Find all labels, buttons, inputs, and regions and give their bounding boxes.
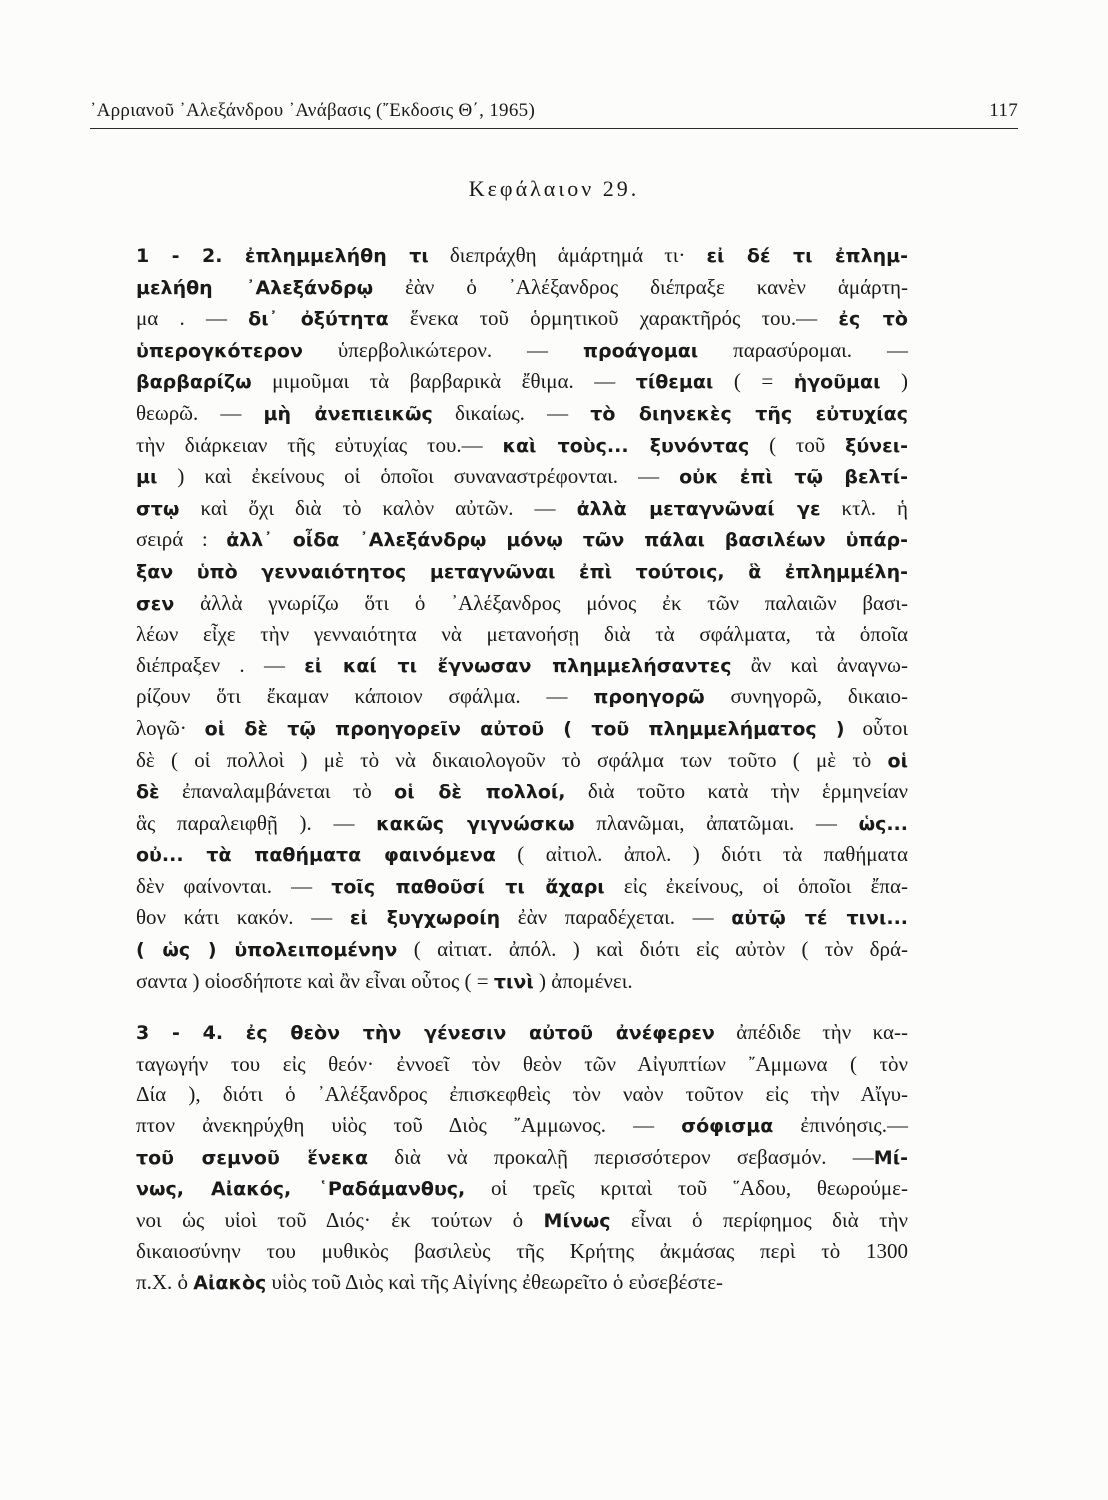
lemma-term: μὴ ἀνεπιεικῶς (263, 402, 433, 425)
gloss-text: διέπραξεν . — (136, 652, 305, 677)
text-line (136, 966, 908, 998)
gloss-text: σαντα ) οἱοσδήποτε καὶ ἂν εἶναι οὗτος ( = (136, 968, 494, 993)
lemma-term: τὸ διηνεκὲς τῆς εὐτυχίας (590, 402, 908, 425)
gloss-text: δικαιοσύνην του μυθικὸς βασιλεὺς τῆς Κρήτης ἀκμάσας περὶ τὸ 1300 (136, 1239, 908, 1264)
text-line (136, 1205, 908, 1237)
gloss-text: καὶ ὄχι διὰ τὸ καλὸν αὐτῶν. — (179, 495, 577, 520)
lemma-term: οἱ (887, 749, 908, 772)
text-line (136, 1142, 908, 1174)
text-line (136, 871, 908, 903)
lemma-term: βαρβαρίζω (136, 371, 252, 394)
gloss-text: συνηγορῶ, δικαιο- (704, 684, 908, 709)
gloss-text: ταγωγήν του εἰς θεόν· ἐννοεῖ τὸν θεὸν τῶν Αἰγυπτίων ῎Αμμωνα ( τὸν (136, 1051, 908, 1076)
lemma-term: μελήθη ᾽Αλεξάνδρῳ (136, 276, 374, 299)
text-line (136, 493, 908, 525)
lemma-term: ξαν ὑπὸ γενναιότητος μεταγνῶναι ἐπὶ τούτοις, ἃ ἐπλημμέλη- (136, 560, 908, 583)
lemma-term: 1 - 2. ἐπλημμελήθη τι (136, 245, 429, 267)
gloss-text: π.Χ. ὁ (136, 1270, 194, 1294)
lemma-term: δι᾽ ὀξύτητα (248, 308, 389, 331)
gloss-text: ὑπερβολικώτερον. — (302, 337, 583, 362)
gloss-text: σειρά : (136, 527, 227, 552)
text-line (136, 398, 908, 430)
gloss-text: πλανῶμαι, ἀπατῶμαι. — (574, 810, 859, 835)
gloss-text: ) καὶ ἐκείνους οἱ ὁποῖοι συναναστρέφονται. — (157, 464, 680, 489)
gloss-text: εἰς ἐκείνους, οἱ ὁποῖοι ἔπα- (604, 873, 908, 898)
lemma-term: σόφισμα (681, 1115, 774, 1138)
gloss-text: Δία ), διότι ὁ ᾽Αλέξανδρος ἐπισκεφθεὶς τὸν ναὸν τοῦτον εἰς τὴν Αἴγυ- (136, 1082, 908, 1107)
gloss-text: ρίζουν ὅτι ἔκαμαν κάποιον σφάλμα. — (136, 684, 594, 709)
chapter-title: Κεφάλαιον 29. (468, 176, 640, 201)
gloss-text: λογῶ· (136, 715, 205, 740)
gloss-text: ἂν καὶ ἀναγνω- (731, 652, 908, 677)
gloss-text: ἀλλὰ γνωρίζω ὅτι ὁ ᾽Αλέξανδρος μόνος ἐκ τῶν παλαιῶν βασι- (174, 590, 908, 615)
running-head (90, 98, 1018, 129)
gloss-text: θον κάτι κακόν. — (136, 905, 350, 930)
gloss-text: εἶναι ὁ περίφημος διὰ τὴν (610, 1207, 908, 1232)
text-line (136, 681, 908, 713)
text-line (136, 366, 908, 398)
lemma-term: ἀλλ᾽ οἶδα ᾽Αλεξάνδρῳ μόνῳ τῶν πάλαι βασιλέων ὑπάρ- (226, 529, 908, 552)
lemma-term: σεν (136, 592, 175, 615)
gloss-text: ἐὰν ὁ ᾽Αλέξανδρος διέπραξε κανὲν ἁμάρτη- (373, 274, 908, 299)
gloss-text: τὴν διάρκειαν τῆς εὐτυχίας του.— (136, 432, 503, 457)
lemma-term: μι (136, 466, 158, 489)
gloss-text: νοι ὡς υἱοὶ τοῦ Διός· ἐκ τούτων ὁ (136, 1207, 544, 1232)
text-line (136, 556, 908, 588)
lemma-term: οὐ... τὰ παθήματα φαινόμενα (136, 844, 496, 867)
gloss-text: ( = (713, 369, 794, 394)
gloss-text: ἐπαναλαμβάνεται τὸ (159, 779, 395, 804)
lemma-term: ἡγοῦμαι (793, 371, 881, 394)
lemma-term: στῳ (136, 497, 180, 520)
commentary-body (136, 240, 908, 1299)
text-line (136, 934, 908, 966)
text-line (136, 1110, 908, 1142)
text-line (136, 1017, 908, 1049)
gloss-text: μιμοῦμαι τὰ βαρβαρικὰ ἔθιμα. — (251, 369, 636, 394)
text-line (136, 272, 908, 304)
lemma-term: εἰ καί τι ἔγνωσαν πλημμελήσαντες (304, 654, 732, 677)
text-line (136, 1267, 908, 1299)
gloss-text: ( αἰτιολ. ἀπολ. ) διότι τὰ παθήματα (495, 842, 908, 867)
gloss-text: ( τοῦ (749, 432, 846, 457)
lemma-term: 3 - 4. ἐς θεὸν τὴν γένεσιν αὐτοῦ ἀνέφερεν (136, 1022, 715, 1045)
commentary-section-1-2 (136, 240, 908, 997)
text-line (136, 745, 908, 777)
lemma-term: ὑπερογκότερον (136, 339, 303, 362)
lemma-term: εἰ ξυγχωροίη (349, 907, 501, 930)
text-line (136, 808, 908, 840)
running-title: ᾽Αρριανοῦ ᾽Αλεξάνδρου ᾽Ανάβασις (῎Εκδοσις Θ΄, 1965) (90, 100, 536, 121)
gloss-text: μα . — (136, 306, 249, 331)
gloss-text: ( αἰτιατ. ἀπόλ. ) καὶ διότι εἰς αὐτὸν ( τὸν δρά- (397, 937, 908, 962)
lemma-term: ξύνει- (845, 434, 908, 457)
text-line (136, 650, 908, 682)
lemma-term: προάγομαι (582, 339, 699, 362)
text-line (136, 524, 908, 556)
gloss-text: κτλ. ἡ (820, 495, 908, 520)
lemma-term: τοῦ σεμνοῦ ἕνεκα (136, 1146, 369, 1169)
text-line (136, 461, 908, 493)
text-line (136, 1079, 908, 1110)
lemma-term: νως, Αἰακός, ῾Ραδάμανθυς, (136, 1178, 466, 1201)
gloss-text: ἕνεκα τοῦ ὁρμητικοῦ χαρακτῆρός του.— (388, 306, 839, 331)
gloss-text: ἐπινόησις.— (773, 1113, 908, 1138)
gloss-text: ἃς παραλειφθῇ ). — (136, 810, 377, 835)
text-line (136, 430, 908, 462)
commentary-section-3-4 (136, 1017, 908, 1298)
gloss-text: δὲ ( οἱ πολλοὶ ) μὲ τὸ νὰ δικαιολογοῦν τὸ σφάλμα των τοῦτο ( μὲ τὸ (136, 747, 888, 772)
gloss-text: θεωρῶ. — (136, 400, 264, 425)
lemma-term: αὐτῷ τέ τινι... (731, 907, 908, 930)
lemma-term: Μίνως (543, 1209, 611, 1232)
gloss-text: λέων εἶχε τὴν γενναιότητα νὰ μετανοήσῃ διὰ τὰ σφάλματα, τὰ ὁποῖα (136, 622, 908, 647)
lemma-term: ( ὡς ) ὑπολειπομένην (136, 939, 398, 962)
text-line (136, 240, 908, 272)
lemma-term: τινὶ (493, 970, 534, 993)
page-number: 117 (989, 100, 1018, 121)
gloss-text: πτον ἀνεκηρύχθη υἱὸς τοῦ Διὸς ῎Αμμωνος. — (136, 1113, 682, 1138)
lemma-term: οὐκ ἐπὶ τῷ βελτί- (679, 466, 908, 489)
text-line (136, 303, 908, 335)
lemma-term: Μί- (873, 1146, 908, 1169)
text-line (136, 619, 908, 650)
gloss-text: οὗτοι (844, 715, 908, 740)
text-line (136, 839, 908, 871)
gloss-text: δικαίως. — (432, 400, 591, 425)
text-line (136, 776, 908, 808)
gloss-text: ἐὰν παραδέχεται. — (500, 905, 732, 930)
text-line (136, 588, 908, 620)
text-line (136, 335, 908, 367)
lemma-term: καὶ τοὺς... ξυνόντας (502, 434, 750, 457)
lemma-term: ἀλλὰ μεταγνῶναί γε (576, 497, 821, 520)
gloss-text: διὰ τοῦτο κατὰ τὴν ἑρμηνείαν (565, 779, 908, 804)
gloss-text: παρασύρομαι. — (698, 337, 908, 362)
gloss-text: οἱ τρεῖς κριταὶ τοῦ ῞Αδου, θεωρούμε- (465, 1176, 908, 1201)
gloss-text: υἱὸς τοῦ Διὸς καὶ τῆς Αἰγίνης ἐθεωρεῖτο ὁ εὐσεβέστε- (266, 1270, 724, 1294)
lemma-term: δὲ (136, 781, 160, 804)
gloss-text: διεπράχθη ἁμάρτημά τι· (428, 243, 707, 267)
lemma-term: ἐς τὸ (838, 308, 908, 331)
lemma-term: ὡς... (858, 812, 908, 835)
lemma-term: οἱ δὲ τῷ προηγορεῖν αὐτοῦ ( τοῦ πλημμελήματος ) (204, 717, 845, 740)
text-line (136, 1236, 908, 1267)
lemma-term: προηγορῶ (593, 686, 705, 709)
gloss-text: δὲν φαίνονται. — (136, 873, 332, 898)
lemma-term: Αἰακὸς (193, 1272, 267, 1294)
text-line (136, 1173, 908, 1205)
text-line (136, 713, 908, 745)
text-line (136, 902, 908, 934)
lemma-term: οἱ δὲ πολλοί, (394, 781, 566, 804)
lemma-term: εἰ δέ τι ἐπλημ- (706, 245, 908, 267)
lemma-term: κακῶς γιγνώσκω (376, 812, 575, 835)
gloss-text: ) ἀπομένει. (533, 968, 633, 993)
gloss-text: διὰ νὰ προκαλῇ περισσότερον σεβασμόν. — (368, 1144, 874, 1169)
lemma-term: τίθεμαι (635, 371, 714, 394)
gloss-text: ἀπέδιδε τὴν κα-- (714, 1020, 908, 1045)
text-line (136, 1049, 908, 1080)
lemma-term: τοῖς παθοῦσί τι ἄχαρι (331, 875, 605, 898)
gloss-text: ) (880, 369, 908, 394)
